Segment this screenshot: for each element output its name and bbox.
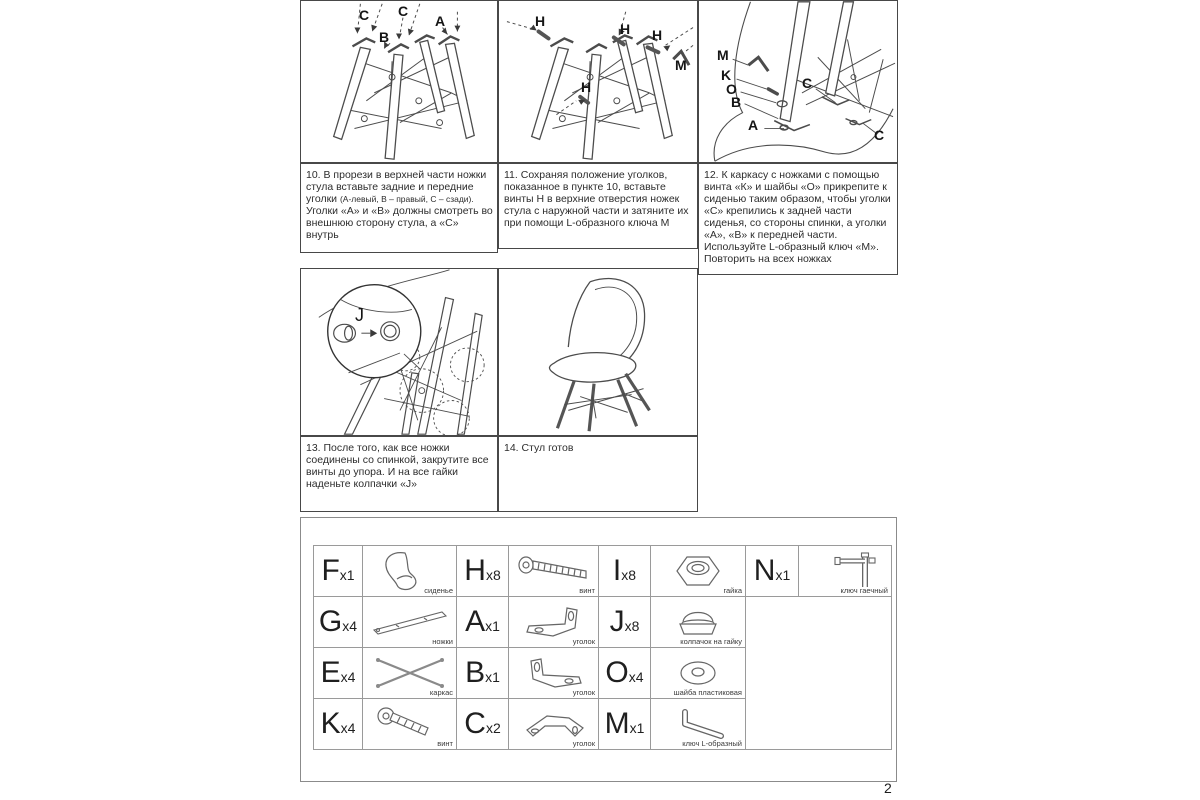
figure-label-h: H [620, 21, 631, 37]
part-letter: K [320, 707, 341, 740]
figure-label-a: A [748, 117, 759, 133]
part-qty: x1 [775, 567, 791, 583]
part-qty: x4 [340, 669, 356, 685]
part-qty: x2 [485, 720, 501, 736]
part-letter-cell [457, 699, 509, 750]
part-image-cell [509, 648, 599, 699]
part-letter-cell [599, 597, 651, 648]
parts-table [313, 545, 892, 750]
part-label: винт [579, 585, 595, 595]
part-label: сиденье [424, 585, 453, 595]
part-letter: M [604, 707, 630, 740]
part-label: шайба пластиковая [673, 687, 742, 697]
part-image-cell [651, 546, 746, 597]
page-number: 2 [884, 780, 892, 796]
part-letter-cell [746, 546, 799, 597]
part-letter-cell [457, 546, 509, 597]
part-image-cell [363, 546, 457, 597]
figure-label-c: C [802, 75, 813, 91]
step-10-text [300, 163, 498, 253]
part-letter-cell [457, 597, 509, 648]
figure-label-a: A [435, 13, 446, 29]
finished-chair-drawing [499, 269, 697, 435]
figure-label-h: H [581, 79, 592, 95]
part-letter: B [465, 656, 486, 689]
part-qty: x1 [339, 567, 355, 583]
part-letter: H [464, 554, 486, 587]
part-letter: F [321, 554, 340, 587]
figure-label-m: M [717, 47, 729, 63]
part-letter: I [612, 554, 622, 587]
part-label: ключ гаечный [840, 585, 888, 595]
parts-row [314, 597, 892, 648]
part-letter: J [609, 605, 625, 638]
part-label: винт [437, 738, 453, 748]
figure-step-14 [498, 268, 698, 436]
figure-label-b: B [731, 94, 742, 110]
step-text: 13. После того, как все ножки соединены со спинкой, закрутите все винты до упора. И на все гайки наденьте колпачки «J» [306, 442, 489, 490]
figure-label-c: C [398, 3, 409, 19]
figure-label-c: C [874, 127, 885, 143]
part-image-cell [509, 546, 599, 597]
empty-table-region [746, 597, 892, 750]
part-label: уголок [572, 636, 595, 646]
part-image-cell [363, 648, 457, 699]
step-12-text [698, 163, 898, 275]
part-image-cell [799, 546, 892, 597]
figure-step-11 [498, 0, 698, 163]
part-image-cell [363, 699, 457, 750]
part-letter: A [465, 605, 486, 638]
part-image-cell [509, 699, 599, 750]
part-qty: x4 [342, 618, 358, 634]
part-label: уголок [572, 738, 595, 748]
parts-row [314, 546, 892, 597]
step-text-note: (А-левый, В – правый, С – сзади). [339, 194, 474, 204]
part-qty: x4 [340, 720, 356, 736]
figure-label-c: C [359, 7, 370, 23]
step-13-text [300, 436, 498, 512]
figure-label-b: B [379, 29, 390, 45]
part-qty: x4 [628, 669, 644, 685]
part-letter: E [320, 656, 341, 689]
step-11-text [498, 163, 698, 249]
part-image-cell [651, 699, 746, 750]
part-letter-cell [314, 648, 363, 699]
part-image-cell [363, 597, 457, 648]
part-qty: x1 [485, 669, 500, 685]
step-text: 14. Стул готов [504, 442, 574, 454]
figure-label-o: O [726, 81, 737, 97]
part-image-cell [509, 597, 599, 648]
step-text: Уголки «А» и «В» должны смотреть во внешнюю сторону стула, а «С» внутрь [306, 205, 493, 241]
step-text: 12. К каркасу с ножками с помощью винта «К» и шайбы «О» прикрепите к сиденью таким образом, чтобы уголки «С» крепились к задней части сиденья, со стороны спинки, а уголки «А», «В» к передней части. Используйте L-образный ключ «М». Повторить на всех ножках [704, 169, 891, 265]
part-label: ключ L-образный [682, 738, 742, 748]
figure-step-10 [300, 0, 498, 163]
part-letter: O [605, 656, 629, 689]
part-image-cell [651, 648, 746, 699]
part-letter-cell [314, 546, 363, 597]
part-label: каркас [429, 687, 453, 697]
caps-detail-drawing [301, 269, 497, 435]
figure-label-m: M [675, 57, 687, 73]
part-letter-cell [314, 699, 363, 750]
part-image-cell [651, 597, 746, 648]
figure-label-h: H [535, 13, 546, 29]
part-letter-cell [599, 648, 651, 699]
figure-label-h: H [652, 27, 663, 43]
part-letter: G [318, 605, 343, 638]
part-letter: C [464, 707, 486, 740]
part-qty: x1 [629, 720, 645, 736]
step-14-text [498, 436, 698, 512]
part-label: ножки [432, 636, 453, 646]
chair-base-screws-drawing [499, 1, 697, 162]
part-label: гайка [723, 585, 742, 595]
figure-label-k: K [721, 67, 732, 83]
part-qty: x1 [485, 618, 500, 634]
part-letter-cell [457, 648, 509, 699]
part-letter: N [753, 554, 776, 587]
figure-step-12 [698, 0, 898, 163]
step-text: 11. Сохраняя положение уголков, показанное в пункте 10, вставьте винты Н в верхние отверстия ножек стула с наружной части и затяните их при помощи L-образного ключа М [504, 169, 689, 229]
part-letter-cell [599, 546, 651, 597]
chair-base-drawing [301, 1, 497, 162]
part-label: колпачок на гайку [680, 636, 742, 646]
part-label: уголок [572, 687, 595, 697]
part-qty: x8 [621, 567, 637, 583]
figure-label-j: J [355, 305, 364, 325]
part-qty: x8 [624, 618, 640, 634]
part-letter-cell [314, 597, 363, 648]
figure-step-13 [300, 268, 498, 436]
part-qty: x8 [485, 567, 501, 583]
step-text: 10. В прорези в верхней части ножки стула вставьте задние и передние уголки [306, 169, 487, 205]
part-letter-cell [599, 699, 651, 750]
